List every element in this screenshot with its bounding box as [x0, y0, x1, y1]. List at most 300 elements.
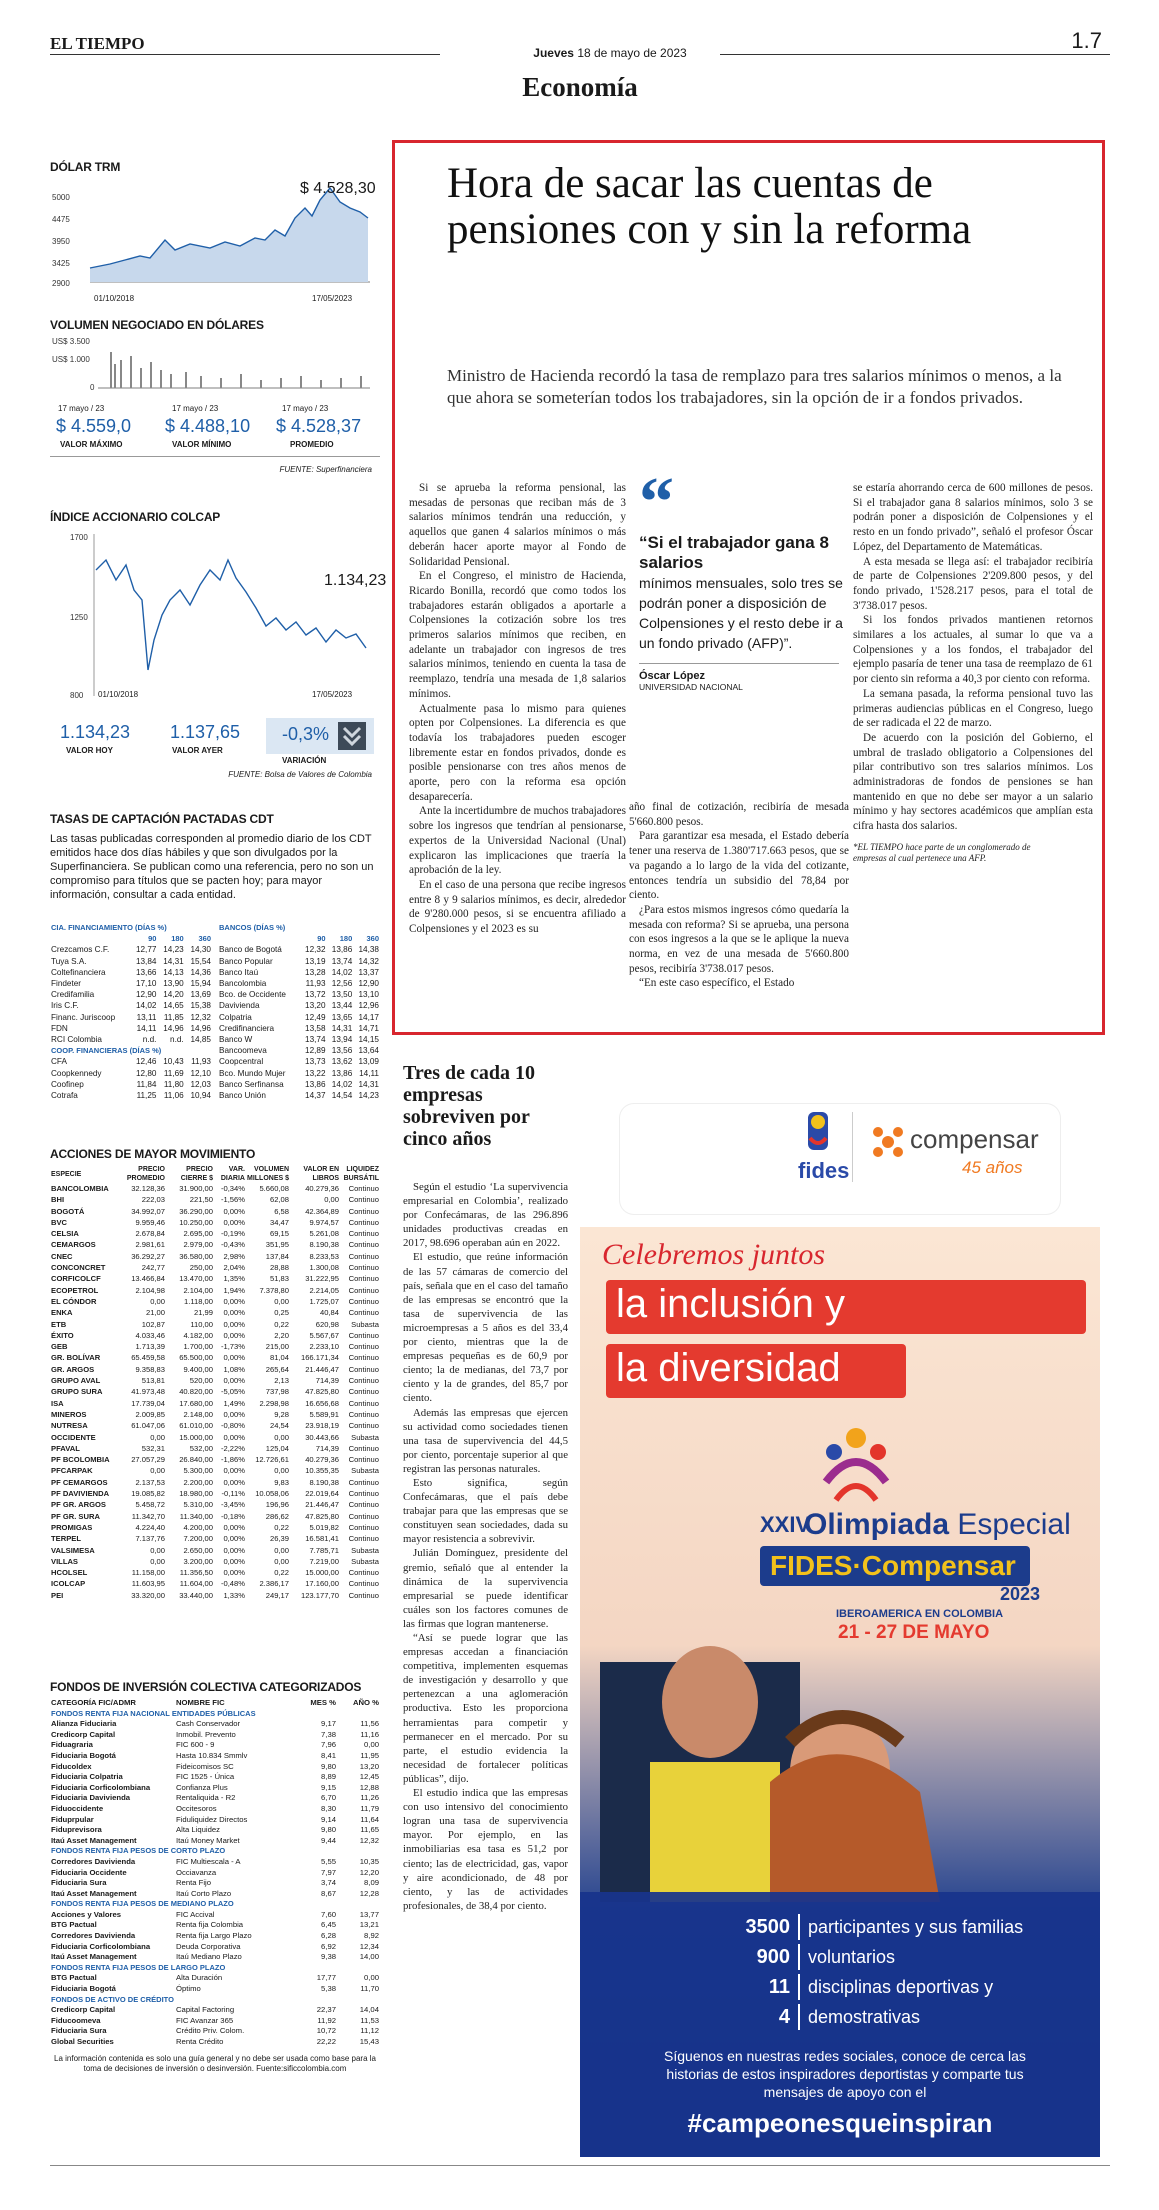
- table-cell: 10.058,06: [255, 1489, 289, 1499]
- table-cell: Credicorp Capital: [51, 2005, 116, 2015]
- table-cell: 714,39: [315, 1376, 339, 1386]
- table-cell: n.d.: [170, 1035, 184, 1045]
- table-cell: VILLAS: [51, 1556, 79, 1566]
- table-cell: 12.726,61: [255, 1455, 289, 1465]
- table-cell: 0,00%: [223, 1376, 245, 1386]
- table-cell: Fiduliquidez Directos: [176, 1814, 248, 1824]
- table-cell: Crezcamos C.F.: [51, 945, 110, 955]
- table-cell: 9,80: [321, 1825, 336, 1835]
- table-cell: 5.300,00: [183, 1466, 213, 1476]
- table-cell: 242,77: [141, 1263, 165, 1273]
- table-cell: 137,84: [265, 1251, 289, 1261]
- table-cell: 11,64: [360, 1814, 379, 1824]
- table-cell: FIC Avanzar 365: [176, 2015, 234, 2025]
- table-cell: 13,66: [135, 967, 157, 977]
- table-cell: Continuo: [348, 1251, 379, 1261]
- colcap-ytick: 1250: [70, 613, 88, 622]
- table-row: [218, 956, 380, 967]
- table-cell: 9,14: [321, 1814, 336, 1824]
- table-cell: 520,00: [189, 1376, 213, 1386]
- table-cell: Credifamilia: [51, 990, 95, 1000]
- column-header: VOLUMEN MILLONES $: [247, 1166, 290, 1182]
- table-cell: 0,00%: [223, 1330, 245, 1340]
- table-row: [50, 1432, 380, 1443]
- quote-divider: [639, 663, 839, 664]
- table-cell: 14,96: [163, 1023, 184, 1033]
- table-row: [50, 1228, 380, 1239]
- table-row: [50, 1375, 380, 1386]
- table-row: [50, 1409, 380, 1420]
- table-row: [50, 1984, 380, 1995]
- table-cell: Corredores Davivienda: [51, 1931, 136, 1941]
- table-cell: Fideicomisos SC: [176, 1761, 234, 1771]
- table-cell: 14,15: [358, 1035, 379, 1045]
- table-cell: ISA: [51, 1398, 64, 1408]
- table-cell: 12,46: [135, 1057, 157, 1067]
- table-cell: 532,31: [141, 1443, 165, 1453]
- table-cell: 13,28: [305, 967, 326, 977]
- table-cell: 9,28: [274, 1409, 289, 1419]
- fondos-note: La información contenida es solo una guía general y no debe ser usada como base para la toma de decisiones de inversión o desinversión. Fuente:sificcolombia.com: [54, 2053, 376, 2073]
- table-cell: FDN: [51, 1023, 68, 1033]
- table-cell: 17,10: [135, 979, 157, 989]
- ad-event-sub: IBEROAMERICA EN COLOMBIA: [836, 1608, 1004, 1620]
- dolar-min-label: VALOR MÍNIMO: [172, 440, 232, 449]
- ad-event-year: 2023: [1000, 1584, 1041, 1604]
- table-cell: -1,73%: [220, 1342, 245, 1352]
- table-cell: Occiavanza: [176, 1867, 217, 1877]
- ad-stat-number: 4: [778, 2005, 790, 2028]
- volume-title: VOLUMEN NEGOCIADO EN DÓLARES: [50, 318, 264, 332]
- dolar-avg-value: $ 4.528,37: [276, 416, 362, 436]
- colcap-variation-value: -0,3%: [282, 724, 330, 744]
- table-cell: 12,80: [135, 1068, 157, 1078]
- table-cell: 9,83: [274, 1477, 289, 1487]
- table-cell: 17.739,04: [131, 1398, 165, 1408]
- table-cell: BHI: [51, 1195, 65, 1205]
- table-cell: 11,95: [360, 1750, 379, 1760]
- table-cell: Continuo: [348, 1285, 379, 1295]
- table-cell: 14,31: [358, 1079, 379, 1089]
- table-row: [50, 1364, 380, 1375]
- column-header: MES %: [310, 1698, 336, 1707]
- table-cell: 14,36: [190, 967, 211, 977]
- table-cell: 22,22: [316, 2037, 336, 2046]
- table-cell: 7.200,00: [183, 1534, 213, 1544]
- table-cell: FIC Accival: [176, 1909, 215, 1919]
- table-cell: 14,20: [163, 990, 184, 1000]
- table-cell: n.d.: [142, 1035, 157, 1045]
- table-cell: 30.443,66: [305, 1432, 339, 1442]
- column-header: PRECIO CIERRE $: [180, 1166, 213, 1182]
- table-cell: Rentaliquida - R2: [176, 1793, 236, 1803]
- table-cell: 34.992,07: [131, 1206, 165, 1216]
- feature-column-2: año final de cotización, recibiría de mesada 5'660.800 pesos. Para garantizar esa mesada, el Estado debería tener una reserva de 1.380'717.663 pesos, que se va pagando a lo largo de la vida del cotizante, entonces tendría un subsidio del 78,84 por ciento. ¿Para estos mismos ingresos cómo quedaría la mesada con reforma? Si se aprueba, una persona con esos ingresos a la que se le aplique la nueva norma, en vez de una mesada de 5'660.800 pesos, recibiría 3'738.017 pesos. “En este caso específico, el Estado: [629, 801, 849, 990]
- table-cell: 286,62: [265, 1511, 289, 1521]
- table-cell: Continuo: [348, 1421, 379, 1431]
- table-row: [50, 1285, 380, 1296]
- ad-stat-label: participantes y sus familias: [808, 1916, 1024, 1937]
- table-cell: 11.158,00: [131, 1568, 165, 1578]
- table-cell: 11,56: [360, 1719, 379, 1729]
- colcap-variation-label: VARIACIÓN: [282, 756, 327, 765]
- table-cell: 32.128,36: [131, 1184, 165, 1193]
- table-cell: Coofinep: [51, 1079, 84, 1089]
- table-cell: 47.825,80: [305, 1387, 339, 1397]
- table-cell: 0,00%: [223, 1296, 245, 1306]
- table-cell: 2.137,53: [135, 1477, 165, 1487]
- ad-stat-label: disciplinas deportivas y: [808, 1976, 994, 1997]
- table-cell: 12,28: [359, 1888, 379, 1898]
- table-cell: 250,00: [189, 1263, 213, 1273]
- table-row: [50, 1578, 380, 1589]
- table-cell: 196,96: [265, 1500, 289, 1510]
- table-cell: 10,72: [316, 2026, 336, 2036]
- table-cell: 12,45: [359, 1772, 379, 1782]
- fondos-panel: [50, 1680, 380, 2150]
- table-cell: 166.171,34: [300, 1353, 339, 1363]
- table-row: [50, 1341, 380, 1352]
- table-cell: Continuo: [348, 1489, 379, 1499]
- table-cell: 13,22: [305, 1068, 326, 1078]
- table-cell: 17.160,00: [305, 1579, 339, 1589]
- table-cell: GR. BOLÍVAR: [51, 1353, 101, 1363]
- table-cell: 0,00: [364, 1740, 379, 1750]
- fides-wordmark: fides: [798, 1158, 850, 1183]
- table-row: [50, 1068, 212, 1079]
- table-cell: Continuo: [348, 1353, 379, 1363]
- table-cell: Crédito Priv. Colom.: [176, 2026, 245, 2036]
- table-cell: 13,86: [305, 1079, 326, 1089]
- table-row: [50, 1251, 380, 1262]
- table-cell: 9,80: [321, 1761, 336, 1771]
- colcap-ytick: 1700: [70, 533, 88, 542]
- table-cell: Corredores Davivienda: [51, 1856, 136, 1866]
- table-cell: Renta fija Largo Plazo: [176, 1931, 252, 1941]
- table-cell: 13,94: [331, 1035, 353, 1045]
- table-cell: 0,22: [274, 1319, 289, 1329]
- table-cell: Itaú Asset Management: [51, 1888, 137, 1898]
- table-cell: 14,32: [358, 956, 379, 966]
- table-row: [50, 956, 212, 967]
- table-cell: BANCOLOMBIA: [51, 1184, 109, 1193]
- table-cell: BTG Pactual: [51, 1920, 97, 1930]
- feature-footnote: *EL TIEMPO hace parte de un conglomerado de empresas al cual pertenece una AFP.: [853, 841, 1031, 863]
- table-cell: 0,00%: [223, 1466, 245, 1476]
- table-cell: GRUPO SURA: [51, 1387, 103, 1397]
- cdt-intro: Las tasas publicadas corresponden al promedio diario de los CDT emitidos hace dos días hábiles y que son divulgados por la Superfinanciera. Se publican como una referencia, pero no son un compromiso para títulos que se pacten hoy; para mayor información, consultar a cada entidad.: [50, 833, 374, 901]
- table-cell: Continuo: [348, 1342, 379, 1352]
- table-row: [50, 978, 212, 989]
- table-cell: 6,58: [274, 1206, 289, 1216]
- table-row: [50, 2037, 380, 2048]
- table-cell: 1,94%: [223, 1285, 245, 1295]
- table-cell: 5,38: [321, 1984, 336, 1994]
- table-cell: ICOLCAP: [51, 1579, 86, 1589]
- compensar-wordmark: compensar: [910, 1124, 1039, 1154]
- table-row: [50, 1488, 380, 1499]
- table-cell: FIC 600 - 9: [176, 1740, 215, 1750]
- table-row: [50, 1023, 212, 1034]
- table-cell: Renta Fijo: [176, 1878, 212, 1888]
- table-cell: -0,48%: [220, 1579, 245, 1589]
- table-cell: Credicorp Capital: [51, 1729, 116, 1739]
- table-cell: 7.219,00: [309, 1556, 339, 1566]
- table-cell: 0,00%: [223, 1522, 245, 1532]
- colcap-today-value: 1.134,23: [60, 722, 131, 742]
- table-cell: 2,04%: [223, 1263, 245, 1273]
- table-cell: Continuo: [348, 1409, 379, 1419]
- table-cell: HCOLSEL: [51, 1568, 88, 1578]
- table-cell: Continuo: [348, 1217, 379, 1227]
- table-cell: 16.656,68: [305, 1398, 339, 1408]
- table-row: [50, 1398, 380, 1409]
- table-cell: GEB: [51, 1342, 68, 1352]
- table-cell: 0,00%: [223, 1206, 245, 1216]
- table-cell: Bancolombia: [219, 979, 267, 989]
- table-row: [50, 1931, 380, 1942]
- table-cell: CFA: [51, 1057, 67, 1067]
- table-cell: 532,00: [189, 1443, 213, 1453]
- table-row: [50, 1815, 380, 1826]
- table-row: [50, 1868, 380, 1879]
- table-row: [50, 1804, 380, 1815]
- table-cell: 13,56: [331, 1046, 353, 1056]
- table-cell: Alianza Fiduciaria: [51, 1719, 117, 1729]
- table-cell: 1.713,39: [135, 1342, 165, 1352]
- athletes-photo: [600, 1582, 1000, 1902]
- table-cell: 0,00%: [223, 1319, 245, 1329]
- ad-cta: Síguenos en nuestras redes sociales, conoce de cerca las historias de estos inspiradores deportistas y comparte tus mensajes de apoyo con el: [664, 2048, 1026, 2100]
- table-row: [50, 1952, 380, 1963]
- table-cell: 12,49: [305, 1012, 326, 1022]
- table-cell: 513,81: [141, 1376, 165, 1386]
- table-cell: Renta fija Colombia: [176, 1920, 244, 1930]
- table-row: [218, 1079, 380, 1090]
- table-cell: 215,00: [265, 1342, 289, 1352]
- column-header: LIQUIDEZ BURSÁTIL: [343, 1166, 379, 1182]
- table-cell: 10,35: [359, 1856, 379, 1866]
- table-cell: Itaú Mediano Plazo: [176, 1952, 242, 1962]
- table-cell: Capital Factoring: [176, 2005, 235, 2015]
- table-row: [50, 967, 212, 978]
- table-cell: 3.200,00: [183, 1556, 213, 1566]
- table-cell: 9,15: [321, 1782, 336, 1792]
- dolar-last-value: $ 4.528,30: [300, 180, 376, 197]
- table-cell: Continuo: [348, 1579, 379, 1589]
- table-cell: 1.300,08: [309, 1263, 339, 1273]
- ad-line-2: la diversidad: [616, 1346, 841, 1390]
- table-cell: 8,89: [321, 1772, 336, 1782]
- table-cell: 0,00: [274, 1466, 289, 1476]
- table-cell: 5.458,72: [135, 1500, 165, 1510]
- table-cell: 249,17: [265, 1590, 289, 1600]
- table-cell: 10,94: [190, 1091, 211, 1101]
- quote-author: Óscar López: [639, 670, 706, 682]
- table-row: [218, 989, 380, 1000]
- table-cell: 6,28: [321, 1931, 336, 1941]
- table-cell: 0,00%: [223, 1308, 245, 1318]
- table-row: [50, 1825, 380, 1836]
- ad-script-line: Celebremos juntos: [602, 1238, 826, 1271]
- table-cell: 7.137,76: [135, 1534, 165, 1544]
- table-row: [50, 1454, 380, 1465]
- table-cell: 737,98: [265, 1387, 289, 1397]
- table-cell: 13,69: [190, 990, 211, 1000]
- dolar-area: [90, 188, 368, 282]
- masthead-rule-left: [50, 54, 440, 55]
- table-row: [50, 1793, 380, 1804]
- table-cell: 11,65: [360, 1825, 379, 1835]
- table-cell: Banco Serfinansa: [219, 1079, 284, 1089]
- table-cell: Subasta: [351, 1319, 379, 1329]
- table-cell: BOGOTÁ: [51, 1206, 85, 1216]
- table-cell: 2,98%: [223, 1251, 245, 1261]
- table-cell: 21.446,47: [305, 1500, 339, 1510]
- table-cell: 3,74: [321, 1878, 336, 1888]
- table-cell: ENKA: [51, 1308, 73, 1318]
- table-row: [50, 1545, 380, 1556]
- table-cell: PEI: [51, 1590, 64, 1600]
- table-cell: 0,00: [150, 1545, 165, 1555]
- table-row: [218, 1023, 380, 1034]
- table-cell: Continuo: [348, 1229, 379, 1239]
- table-cell: Fiduciaria Sura: [51, 1878, 107, 1888]
- table-cell: Fiduciaria Occidente: [51, 1867, 127, 1877]
- table-row: [50, 1206, 380, 1217]
- cdt-panel: [50, 812, 380, 1142]
- table-cell: RCI Colombia: [51, 1035, 102, 1045]
- table-cell: 26.840,00: [179, 1455, 213, 1465]
- table-cell: Continuo: [348, 1590, 379, 1600]
- table-cell: Continuo: [348, 1398, 379, 1408]
- table-cell: 27.057,29: [131, 1455, 165, 1465]
- table-cell: ECOPETROL: [51, 1285, 99, 1295]
- table-cell: 14,31: [331, 1023, 353, 1033]
- acciones-title: ACCIONES DE MAYOR MOVIMIENTO: [50, 1147, 256, 1161]
- table-row: [50, 1942, 380, 1953]
- colcap-panel: [50, 510, 387, 790]
- footer-rule: [50, 2165, 1110, 2166]
- dolar-date-end: 17/05/2023: [312, 294, 353, 303]
- table-cell: Tuya S.A.: [51, 956, 87, 966]
- cdt-left-table: CIA. FINANCIAMIENTO (DÍAS %) 90 180 360 Crezcamos C.F. 12,77 14,23 14,30 Tuya S.A. 13,84 14,31 15,54 Coltefinanciera 13,66 14,13 14,36 Findeter 17,10 13,90 15,94 Credifamilia 12,90 14,20 13,69 Iris C.F. 14,02 14,65 15,38 Financ. Juriscoop 13,11 11,85 12,32 FDN 14,11 14,96 14,96 RCI Colombia n.d. n.d. 14,85 COOP. FINANCIERAS (DÍAS %) CFA 12,46 10,43 11,93 Coopkennedy 12,80 11,69 12,10 Coofinep 11,84 11,80 12,03 Cotrafa 11,25 11,06 10,94: [51, 923, 211, 1101]
- table-cell: Continuo: [348, 1477, 379, 1487]
- table-cell: 13,09: [358, 1057, 379, 1067]
- table-cell: 40.279,36: [305, 1455, 339, 1465]
- table-row: [50, 2005, 380, 2016]
- table-cell: 40,84: [319, 1308, 339, 1318]
- table-cell: Continuo: [348, 1274, 379, 1284]
- table-cell: 15,38: [190, 1001, 211, 1011]
- table-cell: 14,11: [359, 1068, 379, 1078]
- table-cell: 11,53: [360, 2015, 379, 2025]
- table-cell: 11,16: [360, 1729, 379, 1739]
- colcap-yesterday-label: VALOR AYER: [172, 746, 223, 755]
- table-cell: 2.979,00: [183, 1240, 213, 1250]
- table-cell: BTG Pactual: [51, 1973, 97, 1983]
- table-cell: 6,45: [321, 1920, 336, 1930]
- dolar-min-value: $ 4.488,10: [165, 416, 251, 436]
- table-cell: Continuo: [348, 1296, 379, 1306]
- advertisement: [580, 1062, 1100, 2157]
- table-cell: Occitesoros: [176, 1803, 217, 1813]
- colcap-yesterday-value: 1.137,65: [170, 722, 241, 742]
- table-cell: 13,86: [331, 1068, 353, 1078]
- table-cell: 14,23: [163, 945, 184, 955]
- feature-headline: Hora de sacar las cuentas de pensiones con y sin la reforma: [447, 160, 972, 253]
- table-row: [218, 1000, 380, 1011]
- table-cell: 42.364,89: [305, 1206, 339, 1216]
- table-cell: 13,73: [305, 1057, 326, 1067]
- table-cell: 11,12: [360, 2026, 379, 2036]
- table-cell: 51,83: [269, 1274, 289, 1284]
- table-cell: Fiduprevisora: [51, 1825, 102, 1835]
- table-cell: CEMARGOS: [51, 1240, 96, 1250]
- table-cell: 13,84: [135, 956, 157, 966]
- table-cell: 2.200,00: [183, 1477, 213, 1487]
- table-cell: 13,64: [358, 1046, 379, 1056]
- table-cell: 11.342,70: [131, 1511, 165, 1521]
- table-row: [50, 1590, 380, 1601]
- table-cell: 12,89: [305, 1046, 326, 1056]
- table-cell: CELSIA: [51, 1229, 79, 1239]
- table-cell: 8,41: [321, 1750, 336, 1760]
- table-cell: FIC Multiescala - A: [176, 1856, 241, 1866]
- table-cell: -1,86%: [220, 1455, 245, 1465]
- table-cell: 12,10: [190, 1068, 211, 1078]
- table-cell: 14,00: [359, 1952, 379, 1962]
- table-cell: 2,13: [274, 1376, 289, 1386]
- table-cell: 5.310,00: [183, 1500, 213, 1510]
- colcap-ytick: 800: [70, 691, 84, 700]
- olympiad-logo-icon: [806, 1422, 906, 1512]
- table-cell: 14,96: [190, 1023, 211, 1033]
- fondos-table: [50, 1698, 380, 2048]
- table-cell: Subasta: [351, 1556, 379, 1566]
- table-row: [50, 1034, 212, 1045]
- table-cell: Continuo: [348, 1184, 379, 1193]
- table-cell: 33.440,00: [179, 1590, 213, 1600]
- table-cell: 0,25: [274, 1308, 289, 1318]
- dolar-ytick: 2900: [52, 279, 70, 288]
- table-cell: ETB: [51, 1319, 67, 1329]
- table-row: [50, 1973, 380, 1984]
- table-cell: Continuo: [348, 1195, 379, 1205]
- table-cell: 0,00%: [223, 1217, 245, 1227]
- fund-group-heading: FONDOS RENTA FIJA PESOS DE LARGO PLAZO: [51, 1962, 226, 1972]
- colcap-date-end: 17/05/2023: [312, 690, 353, 699]
- table-row: [50, 1183, 380, 1194]
- table-cell: 14,31: [163, 956, 184, 966]
- table-row: [50, 1079, 212, 1090]
- table-cell: 69,15: [269, 1229, 289, 1239]
- table-cell: 28,88: [269, 1263, 289, 1273]
- table-cell: 13,62: [331, 1057, 353, 1067]
- table-cell: Continuo: [348, 1511, 379, 1521]
- table-cell: 40.820,00: [179, 1387, 213, 1397]
- volume-date: 17 mayo / 23: [58, 404, 105, 413]
- table-cell: FIC 1525 - Única: [176, 1772, 235, 1782]
- table-cell: 2.695,00: [183, 1229, 213, 1239]
- table-cell: -0,43%: [220, 1240, 245, 1250]
- table-cell: 15.000,00: [179, 1432, 213, 1442]
- table-row: [218, 1045, 380, 1056]
- table-cell: 14,02: [331, 1079, 353, 1089]
- table-row: [218, 978, 380, 989]
- cdt-left-heading: CIA. FINANCIAMIENTO (DÍAS %): [51, 923, 167, 932]
- table-row: [50, 1857, 380, 1868]
